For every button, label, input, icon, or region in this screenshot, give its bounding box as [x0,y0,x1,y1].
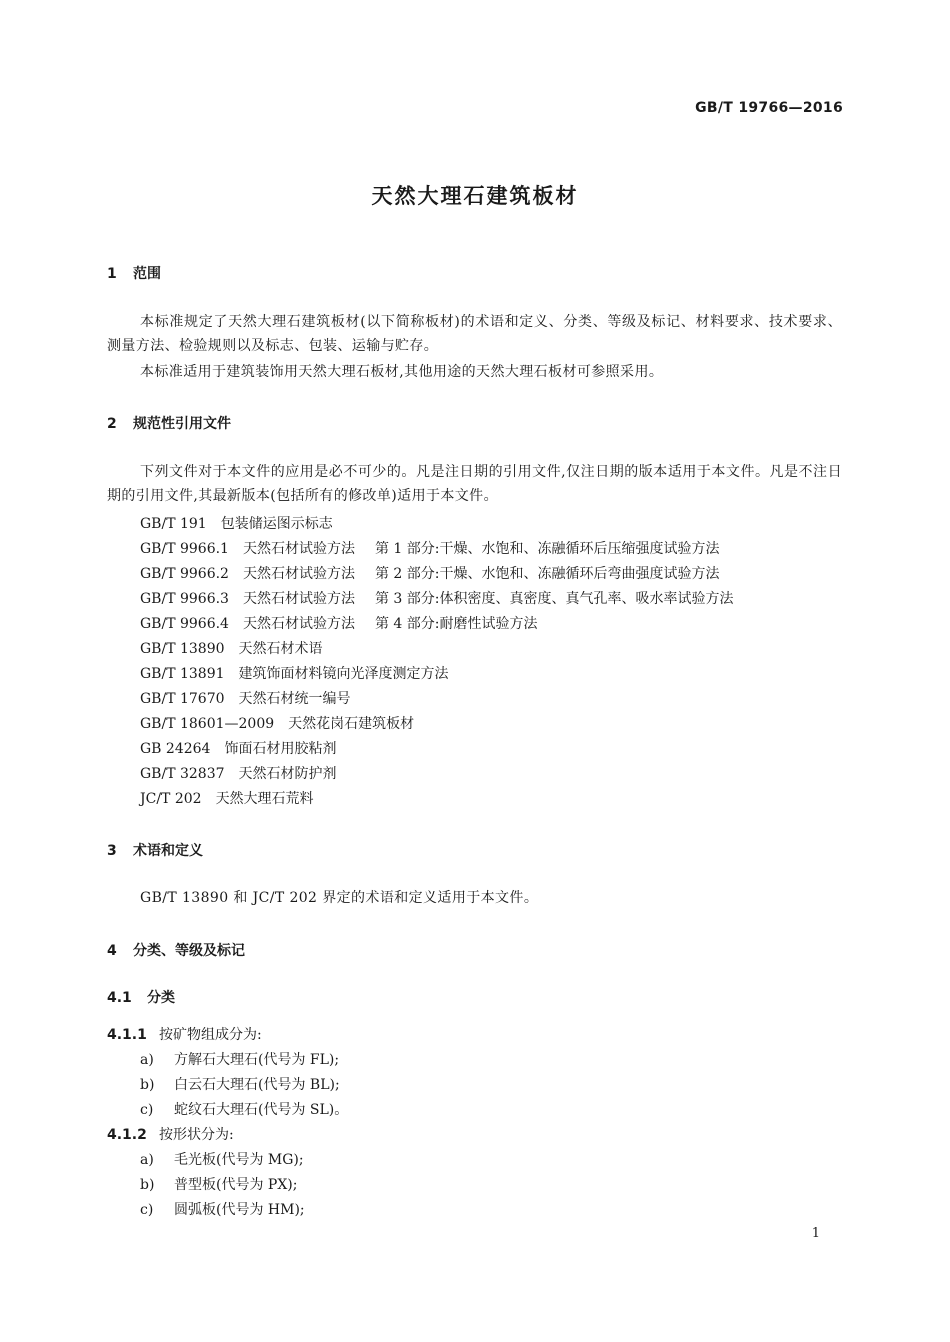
reference-item: GB/T 17670 天然石材统一编号 [140,691,351,707]
reference-item: GB/T 18601—2009 天然花岗石建筑板材 [140,716,415,732]
section-number: 4 [107,943,117,959]
list-item: a) 方解石大理石(代号为 FL); [140,1052,340,1068]
section-title: 规范性引用文件 [133,416,231,432]
list-item: a) 毛光板(代号为 MG); [140,1152,304,1168]
reference-item: GB/T 9966.3 天然石材试验方法 第 3 部分:体积密度、真密度、真气孔率、吸水率试验方法 [140,591,734,607]
section-number: 4.1.2 [107,1127,147,1143]
section-title: 按矿物组成分为: [159,1027,262,1043]
section-4-heading [107,940,245,960]
reference-item: GB/T 32837 天然石材防护剂 [140,766,337,782]
section-4-1-1-heading [107,1024,262,1044]
list-item: b) 白云石大理石(代号为 BL); [140,1077,340,1093]
section-4-1-heading [107,987,175,1007]
section-1-paragraph-1: 本标准规定了天然大理石建筑板材(以下简称板材)的术语和定义、分类、等级及标记、材料要求、技术要求、测量方法、检验规则以及标志、包装、运输与贮存。 [107,314,842,354]
section-1-paragraph-2: 本标准适用于建筑装饰用天然大理石板材,其他用途的天然大理石板材可参照采用。 [140,364,664,380]
document-number: GB/T 19766—2016 [695,100,843,116]
section-number: 4.1.1 [107,1027,147,1043]
page-number: 1 [811,1226,820,1241]
section-3-paragraph-1: GB/T 13890 和 JC/T 202 界定的术语和定义适用于本文件。 [140,890,539,906]
section-number: 2 [107,416,117,432]
reference-item: GB 24264 饰面石材用胶粘剂 [140,741,337,757]
reference-item: GB/T 9966.1 天然石材试验方法 第 1 部分:干燥、水饱和、冻融循环后压缩强度试验方法 [140,541,720,557]
section-title: 分类 [147,990,175,1006]
section-number: 1 [107,266,117,282]
reference-item: GB/T 13890 天然石材术语 [140,641,323,657]
section-title: 范围 [133,266,161,282]
section-2-paragraph-1: 下列文件对于本文件的应用是必不可少的。凡是注日期的引用文件,仅注日期的版本适用于本文件。凡是不注日期的引用文件,其最新版本(包括所有的修改单)适用于本文件。 [107,464,842,504]
section-2-heading [107,413,231,433]
section-3-heading [107,840,203,860]
section-title: 术语和定义 [133,843,203,859]
section-title: 分类、等级及标记 [133,943,245,959]
section-1-heading [107,263,161,283]
reference-item: JC/T 202 天然大理石荒料 [140,791,314,807]
section-title: 按形状分为: [159,1127,234,1143]
list-item: c) 蛇纹石大理石(代号为 SL)。 [140,1102,349,1118]
list-item: c) 圆弧板(代号为 HM); [140,1202,305,1218]
reference-item: GB/T 13891 建筑饰面材料镜向光泽度测定方法 [140,666,449,682]
reference-item: GB/T 9966.4 天然石材试验方法 第 4 部分:耐磨性试验方法 [140,616,538,632]
reference-item: GB/T 191 包装储运图示标志 [140,516,333,532]
reference-item: GB/T 9966.2 天然石材试验方法 第 2 部分:干燥、水饱和、冻融循环后弯曲强度试验方法 [140,566,720,582]
section-number: 4.1 [107,990,132,1006]
section-number: 3 [107,843,117,859]
section-4-1-2-heading [107,1124,234,1144]
document-title: 天然大理石建筑板材 [371,184,579,208]
list-item: b) 普型板(代号为 PX); [140,1177,298,1193]
